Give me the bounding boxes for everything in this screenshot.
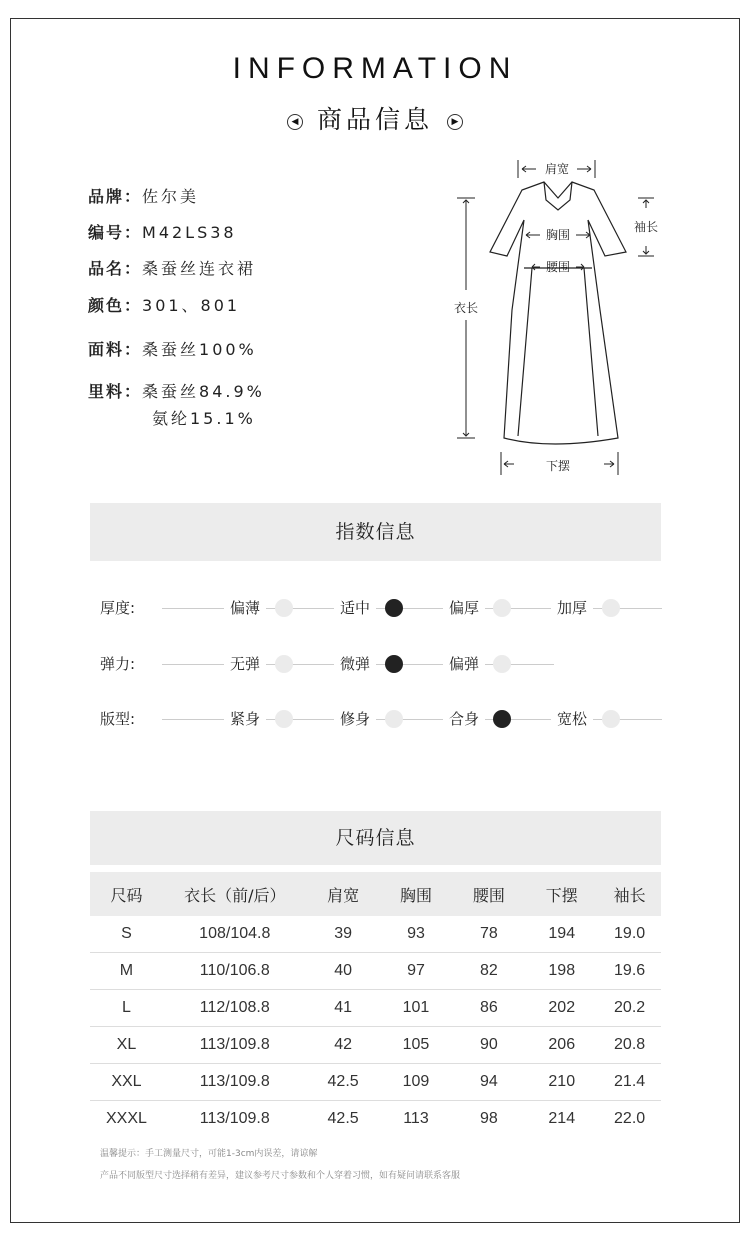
option-dot[interactable] — [493, 655, 511, 673]
table-cell: 39 — [307, 916, 380, 953]
size-table — [90, 872, 661, 1137]
note-advice: 产品不同版型尺寸选择稍有差异，建议参考尺寸参数和个人穿着习惯，如有疑问请联系客服 — [100, 1171, 461, 1181]
attr-row-elasticity — [0, 652, 750, 676]
dress-outline — [490, 182, 626, 444]
col-header: 衣长（前/后） — [163, 872, 307, 916]
label-waist: 腰围 — [545, 260, 571, 274]
table-cell: 94 — [452, 1064, 525, 1101]
table-cell: 19.6 — [598, 953, 661, 990]
attr-row-thickness — [0, 596, 750, 620]
option-dot[interactable] — [275, 655, 293, 673]
option-label: 适中 — [334, 596, 376, 620]
table-cell: S — [90, 916, 163, 953]
table-cell: M — [90, 953, 163, 990]
label-hem: 下摆 — [545, 459, 571, 473]
title-chinese-text: 商品信息 — [316, 105, 433, 134]
index-section-title: 指数信息 — [90, 503, 661, 561]
info-fabric: 面料：桑蚕丝100% — [88, 340, 257, 359]
col-header: 下摆 — [525, 872, 598, 916]
option-label: 偏弹 — [443, 652, 485, 676]
table-cell: 113/109.8 — [163, 1027, 307, 1064]
option-label: 偏薄 — [224, 596, 266, 620]
attr-label: 厚度: — [100, 599, 136, 617]
option-dot[interactable] — [385, 710, 403, 728]
note-measurement: 温馨提示：手工测量尺寸，可能1-3cm内误差，请谅解 — [100, 1149, 318, 1159]
left-arrow-icon: ◀ — [287, 114, 303, 130]
table-cell: 109 — [380, 1064, 453, 1101]
table-cell: 105 — [380, 1027, 453, 1064]
table-row — [90, 1101, 661, 1138]
table-cell: 20.2 — [598, 990, 661, 1027]
table-row — [90, 953, 661, 990]
col-header: 袖长 — [598, 872, 661, 916]
info-lining-2: 氨纶15.1% — [152, 409, 256, 428]
option-label: 微弹 — [334, 652, 376, 676]
table-cell: 101 — [380, 990, 453, 1027]
size-section-title: 尺码信息 — [90, 811, 661, 865]
table-cell: 78 — [452, 916, 525, 953]
label-sleeve: 袖长 — [633, 220, 659, 234]
table-cell: 97 — [380, 953, 453, 990]
option-label: 合身 — [443, 707, 485, 731]
option-label: 紧身 — [224, 707, 266, 731]
table-cell: 214 — [548, 1110, 576, 1127]
table-cell: 42.5 — [307, 1064, 380, 1101]
col-header: 尺码 — [90, 872, 163, 916]
table-cell: XXL — [90, 1064, 163, 1101]
table-cell: 21.4 — [598, 1064, 661, 1101]
info-brand: 品牌：佐尔美 — [88, 187, 200, 206]
option-label: 加厚 — [551, 596, 593, 620]
attr-row-fit — [0, 707, 750, 731]
table-cell: 42 — [307, 1027, 380, 1064]
col-header: 胸围 — [380, 872, 453, 916]
table-cell: 113 — [403, 1110, 429, 1127]
option-dot-selected[interactable] — [493, 710, 511, 728]
info-name: 品名：桑蚕丝连衣裙 — [88, 259, 257, 278]
right-arrow-icon: ▶ — [447, 114, 463, 130]
table-cell: 194 — [525, 916, 598, 953]
option-dot-selected[interactable] — [385, 655, 403, 673]
table-row — [90, 990, 661, 1027]
table-cell: 110/106.8 — [163, 953, 307, 990]
dress-panel-lines — [518, 268, 598, 436]
table-cell: 202 — [525, 990, 598, 1027]
info-color: 颜色：301、801 — [88, 296, 241, 315]
table-cell: 86 — [452, 990, 525, 1027]
info-code: 编号：M42LS38 — [88, 223, 237, 242]
option-label: 无弹 — [224, 652, 266, 676]
label-length: 衣长 — [453, 301, 479, 315]
table-cell: 112/108.8 — [163, 990, 307, 1027]
option-dot[interactable] — [275, 710, 293, 728]
option-label: 偏厚 — [443, 596, 485, 620]
table-cell: XL — [90, 1027, 163, 1064]
table-cell: 98 — [479, 1110, 498, 1127]
dress-diagram — [440, 150, 680, 480]
table-row — [90, 1064, 661, 1101]
table-cell: 93 — [380, 916, 453, 953]
title-english: INFORMATION — [232, 52, 518, 85]
table-cell: 19.0 — [598, 916, 661, 953]
option-dot[interactable] — [275, 599, 293, 617]
label-chest: 胸围 — [545, 228, 571, 242]
option-dot[interactable] — [602, 710, 620, 728]
col-header: 肩宽 — [307, 872, 380, 916]
option-label: 修身 — [334, 707, 376, 731]
table-cell: 82 — [452, 953, 525, 990]
table-cell: 210 — [525, 1064, 598, 1101]
size-table-header — [90, 872, 661, 916]
option-dot-selected[interactable] — [385, 599, 403, 617]
table-cell: 40 — [307, 953, 380, 990]
table-cell: 113/109.8 — [199, 1110, 270, 1127]
table-cell: 198 — [525, 953, 598, 990]
table-cell: 108/104.8 — [163, 916, 307, 953]
option-dot[interactable] — [493, 599, 511, 617]
col-header: 腰围 — [452, 872, 525, 916]
attr-label: 版型: — [100, 710, 136, 728]
table-cell: 113/109.8 — [163, 1064, 307, 1101]
title-chinese — [0, 100, 750, 136]
attr-label: 弹力: — [100, 655, 136, 673]
table-cell: L — [90, 990, 163, 1027]
table-row — [90, 916, 661, 953]
table-cell: 42.5 — [327, 1110, 359, 1127]
table-cell: 22.0 — [614, 1110, 646, 1127]
table-cell: 41 — [307, 990, 380, 1027]
option-dot[interactable] — [602, 599, 620, 617]
table-cell: XXXL — [105, 1110, 147, 1127]
table-cell: 206 — [525, 1027, 598, 1064]
table-cell: 20.8 — [598, 1027, 661, 1064]
table-row — [90, 1027, 661, 1064]
option-label: 宽松 — [551, 707, 593, 731]
info-lining: 里料：桑蚕丝84.9% — [88, 382, 265, 401]
label-shoulder: 肩宽 — [544, 162, 570, 176]
table-cell: 90 — [452, 1027, 525, 1064]
